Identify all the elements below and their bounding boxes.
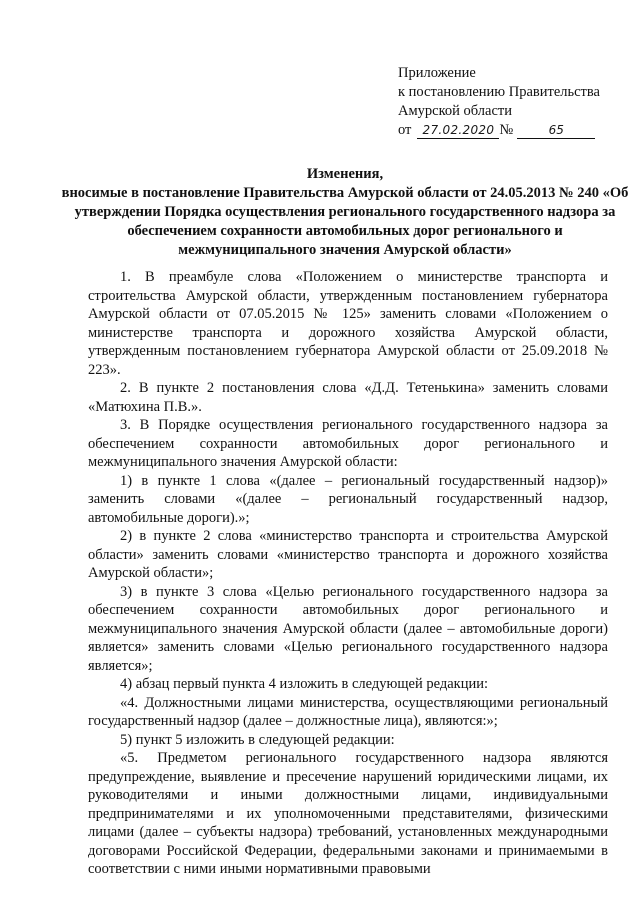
appendix-date-line [398, 121, 600, 140]
paragraph: «5. Предметом регионального государственного надзора являются предупреждение, выявление и пресечение нарушений юридическими лицами, их руководителями и иными должностными лицами, индивидуальными предпринимателями и их уполномоченными представителями, физическими лицами (далее – субъекты надзора) требований, установленных международными договорами Российской Федерации, федеральными законами и принимаемыми в соответствии с ними иными нормативными правовыми [88, 750, 608, 877]
handwritten-number: 65 [517, 123, 595, 139]
paragraph: 1) в пункте 1 слова «(далее – региональный государственный надзор)» заменить словами «(далее – региональный государственный надзор, автомобильные дороги).»; [88, 472, 608, 526]
appendix-line-1: Приложение [398, 65, 476, 81]
appendix-line-3: Амурской области [398, 103, 512, 119]
paragraph: 2) в пункте 2 слова «министерство транспорта и строительства Амурской области» заменить словами «министерство транспорта и дорожного хозяйства Амурской области»; [88, 528, 608, 581]
title-heading: Изменения, [306, 166, 384, 182]
title-subtitle: вносимые в постановление Правительства Амурской области от 24.05.2013 № 240 «Об утверждении Порядка осуществления регионального государственного надзора за обеспечением сохранности автомобильных дорог регионального и межмуниципального значения Амурской области» [61, 185, 629, 258]
handwritten-date: 27.02.2020 [417, 123, 499, 139]
paragraph: 2. В пункте 2 постановления слова «Д.Д. Тетенькина» заменить словами «Матюхина П.В.». [88, 380, 608, 415]
paragraph: 5) пункт 5 изложить в следующей редакции: [120, 731, 395, 748]
appendix-line-2: к постановлению Правительства [398, 84, 600, 100]
date-prefix: от [398, 122, 412, 138]
paragraph: 4) абзац первый пункта 4 изложить в следующей редакции: [120, 676, 489, 692]
paragraph: 3. В Порядке осуществления регионального государственного надзора за обеспечением сохранности автомобильных дорог регионального и межмуниципального значения Амурской области: [88, 417, 608, 470]
document-title [60, 165, 630, 260]
document-body [88, 268, 608, 879]
appendix-block [398, 64, 600, 140]
paragraph: «4. Должностными лицами министерства, осуществляющими региональный государственный надзор (далее – должностные лица), являются:»; [88, 694, 608, 729]
number-sign: № [499, 122, 514, 138]
paragraph: 1. В преамбуле слова «Положением о министерстве транспорта и строительства Амурской области, утвержденным постановлением губернатора Амурской области от 07.05.2015 № 125» заменить словами «Положением о министерстве транспорта и дорожного хозяйства Амурской области, утвержденным постановлением губернатора Амурской области от 25.09.2018 № 223». [88, 269, 608, 378]
paragraph: 3) в пункте 3 слова «Целью регионального государственного надзора за обеспечением сохранности автомобильных дорог регионального и межмуниципального значения Амурской области (далее – автомобильные дороги) является» заменить словами «Целью регионального государственного надзора является»; [88, 583, 608, 674]
